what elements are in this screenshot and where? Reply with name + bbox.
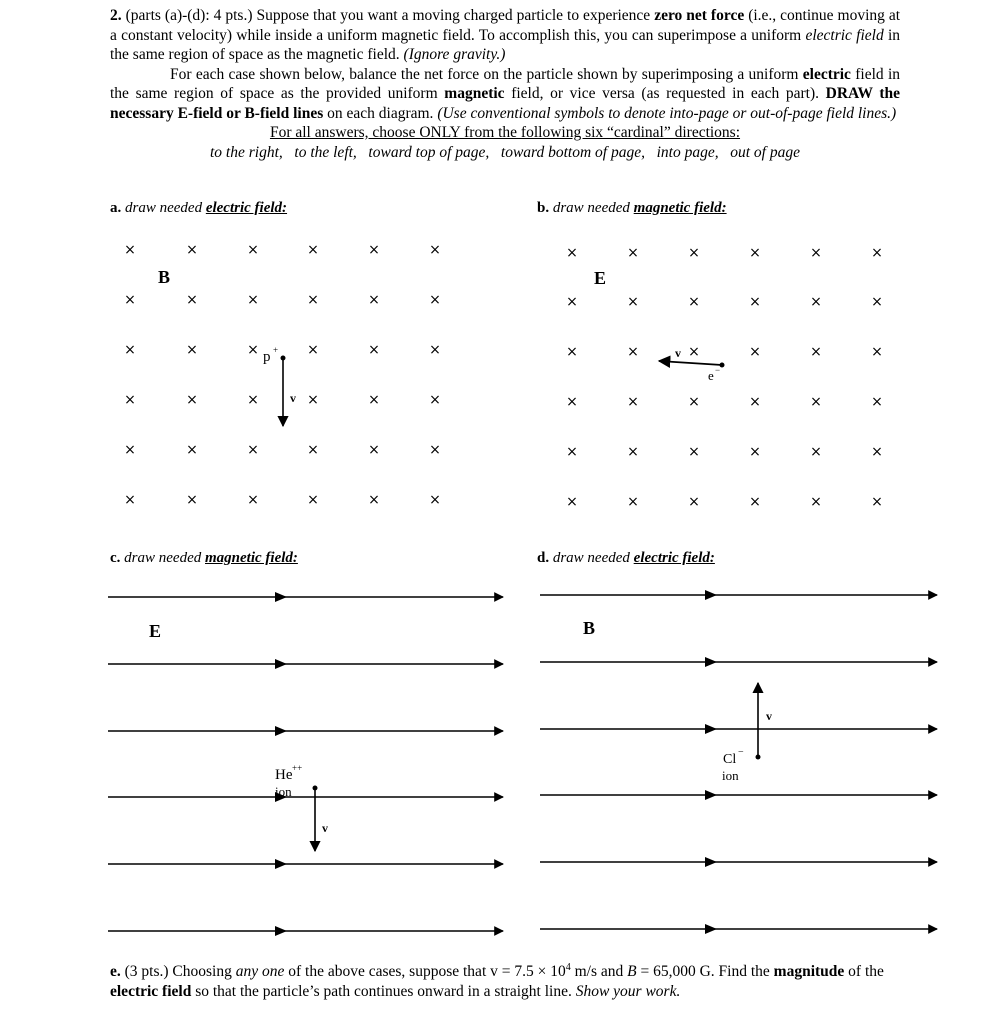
into-page-cross: ×	[124, 342, 136, 358]
into-page-cross: ×	[871, 344, 883, 360]
part-e: e. (3 pts.) Choosing any one of the above cases, suppose that $v = 7.5 \times 10^4$ m/s and B = 65,000 G. Find the magnitude of the electric field so that the particle’s path continues onward in a straight line. Show your work.	[110, 962, 884, 1001]
into-page-cross: ×	[627, 444, 639, 460]
problem-number: 2.	[110, 7, 122, 24]
velocity-label: v	[322, 821, 328, 835]
into-page-cross: ×	[124, 392, 136, 408]
into-page-cross: ×	[627, 245, 639, 261]
chloride-charge: −	[738, 747, 744, 758]
helium-label: He	[275, 767, 293, 783]
into-page-cross: ×	[566, 294, 578, 310]
into-page-cross: ×	[627, 344, 639, 360]
into-page-cross: ×	[810, 394, 822, 410]
into-page-cross: ×	[688, 444, 700, 460]
into-page-cross: ×	[368, 442, 380, 458]
into-page-cross: ×	[688, 344, 700, 360]
into-page-cross: ×	[307, 292, 319, 308]
into-page-cross: ×	[124, 442, 136, 458]
into-page-cross: ×	[186, 292, 198, 308]
field-line-mid-arrow	[275, 726, 287, 736]
into-page-cross: ×	[247, 442, 259, 458]
field-line-mid-arrow	[705, 857, 717, 867]
into-page-cross: ×	[368, 492, 380, 508]
electron-charge: −	[715, 365, 721, 375]
into-page-cross: ×	[307, 342, 319, 358]
velocity-label: v	[290, 391, 296, 405]
into-page-cross: ×	[688, 245, 700, 261]
into-page-cross: ×	[307, 392, 319, 408]
part-c-label: c. draw needed magnetic field:	[110, 550, 298, 566]
into-page-cross: ×	[749, 494, 761, 510]
field-line-mid-arrow	[275, 926, 287, 936]
into-page-cross: ×	[247, 492, 259, 508]
into-page-cross: ×	[566, 245, 578, 261]
field-line-mid-arrow	[275, 859, 287, 869]
velocity-arrow-left	[659, 361, 722, 365]
part-d-label: d. draw needed electric field:	[537, 550, 715, 566]
into-page-cross: ×	[368, 242, 380, 258]
into-page-cross: ×	[124, 492, 136, 508]
field-line-mid-arrow	[275, 592, 287, 602]
into-page-cross: ×	[566, 494, 578, 510]
into-page-cross: ×	[627, 294, 639, 310]
into-page-cross: ×	[810, 245, 822, 261]
into-page-cross: ×	[688, 394, 700, 410]
into-page-cross: ×	[688, 494, 700, 510]
choose-directions-line: For all answers, choose ONLY from the following six “cardinal” directions:	[269, 124, 741, 141]
into-page-cross: ×	[429, 342, 441, 358]
part-d-field-label: B	[583, 618, 596, 638]
into-page-cross: ×	[429, 492, 441, 508]
into-page-cross: ×	[871, 294, 883, 310]
into-page-cross: ×	[186, 442, 198, 458]
into-page-cross: ×	[247, 292, 259, 308]
into-page-cross: ×	[186, 342, 198, 358]
cardinal-directions: to the right, to the left, toward top of page, toward bottom of page, into page, out of page	[210, 143, 800, 161]
into-page-cross: ×	[429, 392, 441, 408]
into-page-cross: ×	[749, 245, 761, 261]
electron-label: e	[708, 368, 714, 383]
chloride-ion-label: ion	[722, 768, 739, 783]
into-page-cross: ×	[368, 342, 380, 358]
into-page-cross: ×	[566, 344, 578, 360]
field-line-mid-arrow	[705, 924, 717, 934]
into-page-cross: ×	[307, 442, 319, 458]
into-page-cross: ×	[627, 494, 639, 510]
field-line-mid-arrow	[705, 590, 717, 600]
into-page-cross: ×	[247, 242, 259, 258]
part-c-field-label: E	[149, 621, 162, 641]
into-page-cross: ×	[124, 292, 136, 308]
velocity-label: v	[766, 709, 772, 723]
part-a-particle	[263, 345, 296, 426]
field-line-mid-arrow	[705, 724, 717, 734]
into-page-cross: ×	[871, 444, 883, 460]
field-line-mid-arrow	[275, 659, 287, 669]
into-page-cross: ×	[749, 344, 761, 360]
part-b-label: b. draw needed magnetic field:	[537, 200, 727, 216]
into-page-cross: ×	[368, 392, 380, 408]
into-page-cross: ×	[186, 392, 198, 408]
problem-paragraph-2: For each case shown below, balance the net force on the particle shown by superimposing a uniform electric field in the same region of space as the provided uniform magnetic field, or vice versa (as requested in each part). DRAW the necessary E-field or B-field lines on each diagram. (Use conventional symbols to denote into-page or out-of-page field lines.)	[110, 65, 901, 122]
into-page-cross: ×	[810, 494, 822, 510]
helium-charge: ++	[292, 763, 303, 773]
into-page-cross: ×	[810, 444, 822, 460]
into-page-cross: ×	[368, 292, 380, 308]
into-page-cross: ×	[871, 394, 883, 410]
chloride-label: Cl	[723, 752, 737, 767]
part-d-particle	[722, 683, 772, 783]
problem-paragraph-1: 2. (parts (a)-(d): 4 pts.) Suppose that you want a moving charged particle to experience zero net force (i.e., continue moving at a constant velocity) while inside a uniform magnetic field. To accomplish this, you can superimpose a uniform electric field in the same region of space as the magnetic field. (Ignore gravity.)	[110, 7, 901, 63]
into-page-cross: ×	[566, 394, 578, 410]
into-page-cross: ×	[871, 494, 883, 510]
into-page-cross: ×	[627, 394, 639, 410]
part-b-field-label: E	[594, 268, 607, 288]
into-page-cross: ×	[247, 392, 259, 408]
into-page-cross: ×	[307, 492, 319, 508]
into-page-cross: ×	[186, 492, 198, 508]
into-page-cross: ×	[307, 242, 319, 258]
helium-ion-label: ion	[275, 784, 292, 799]
part-c-electric-field-lines	[108, 592, 503, 936]
part-a-field-label: B	[158, 267, 171, 287]
into-page-cross: ×	[247, 342, 259, 358]
into-page-cross: ×	[688, 294, 700, 310]
field-line-mid-arrow	[705, 657, 717, 667]
into-page-cross: ×	[871, 245, 883, 261]
into-page-cross: ×	[566, 444, 578, 460]
into-page-cross: ×	[429, 442, 441, 458]
field-line-mid-arrow	[705, 790, 717, 800]
part-c-particle	[275, 763, 328, 851]
proton-charge: +	[273, 345, 279, 355]
into-page-cross: ×	[429, 292, 441, 308]
part-d-magnetic-field-lines	[540, 590, 937, 934]
part-b-electric-field-into-page	[566, 245, 883, 510]
proton-label: p	[263, 349, 271, 365]
velocity-label: v	[675, 346, 681, 360]
into-page-cross: ×	[186, 242, 198, 258]
into-page-cross: ×	[749, 294, 761, 310]
part-a-label: a. draw needed electric field:	[110, 200, 288, 216]
into-page-cross: ×	[749, 444, 761, 460]
into-page-cross: ×	[429, 242, 441, 258]
into-page-cross: ×	[124, 242, 136, 258]
into-page-cross: ×	[749, 394, 761, 410]
into-page-cross: ×	[810, 294, 822, 310]
into-page-cross: ×	[810, 344, 822, 360]
